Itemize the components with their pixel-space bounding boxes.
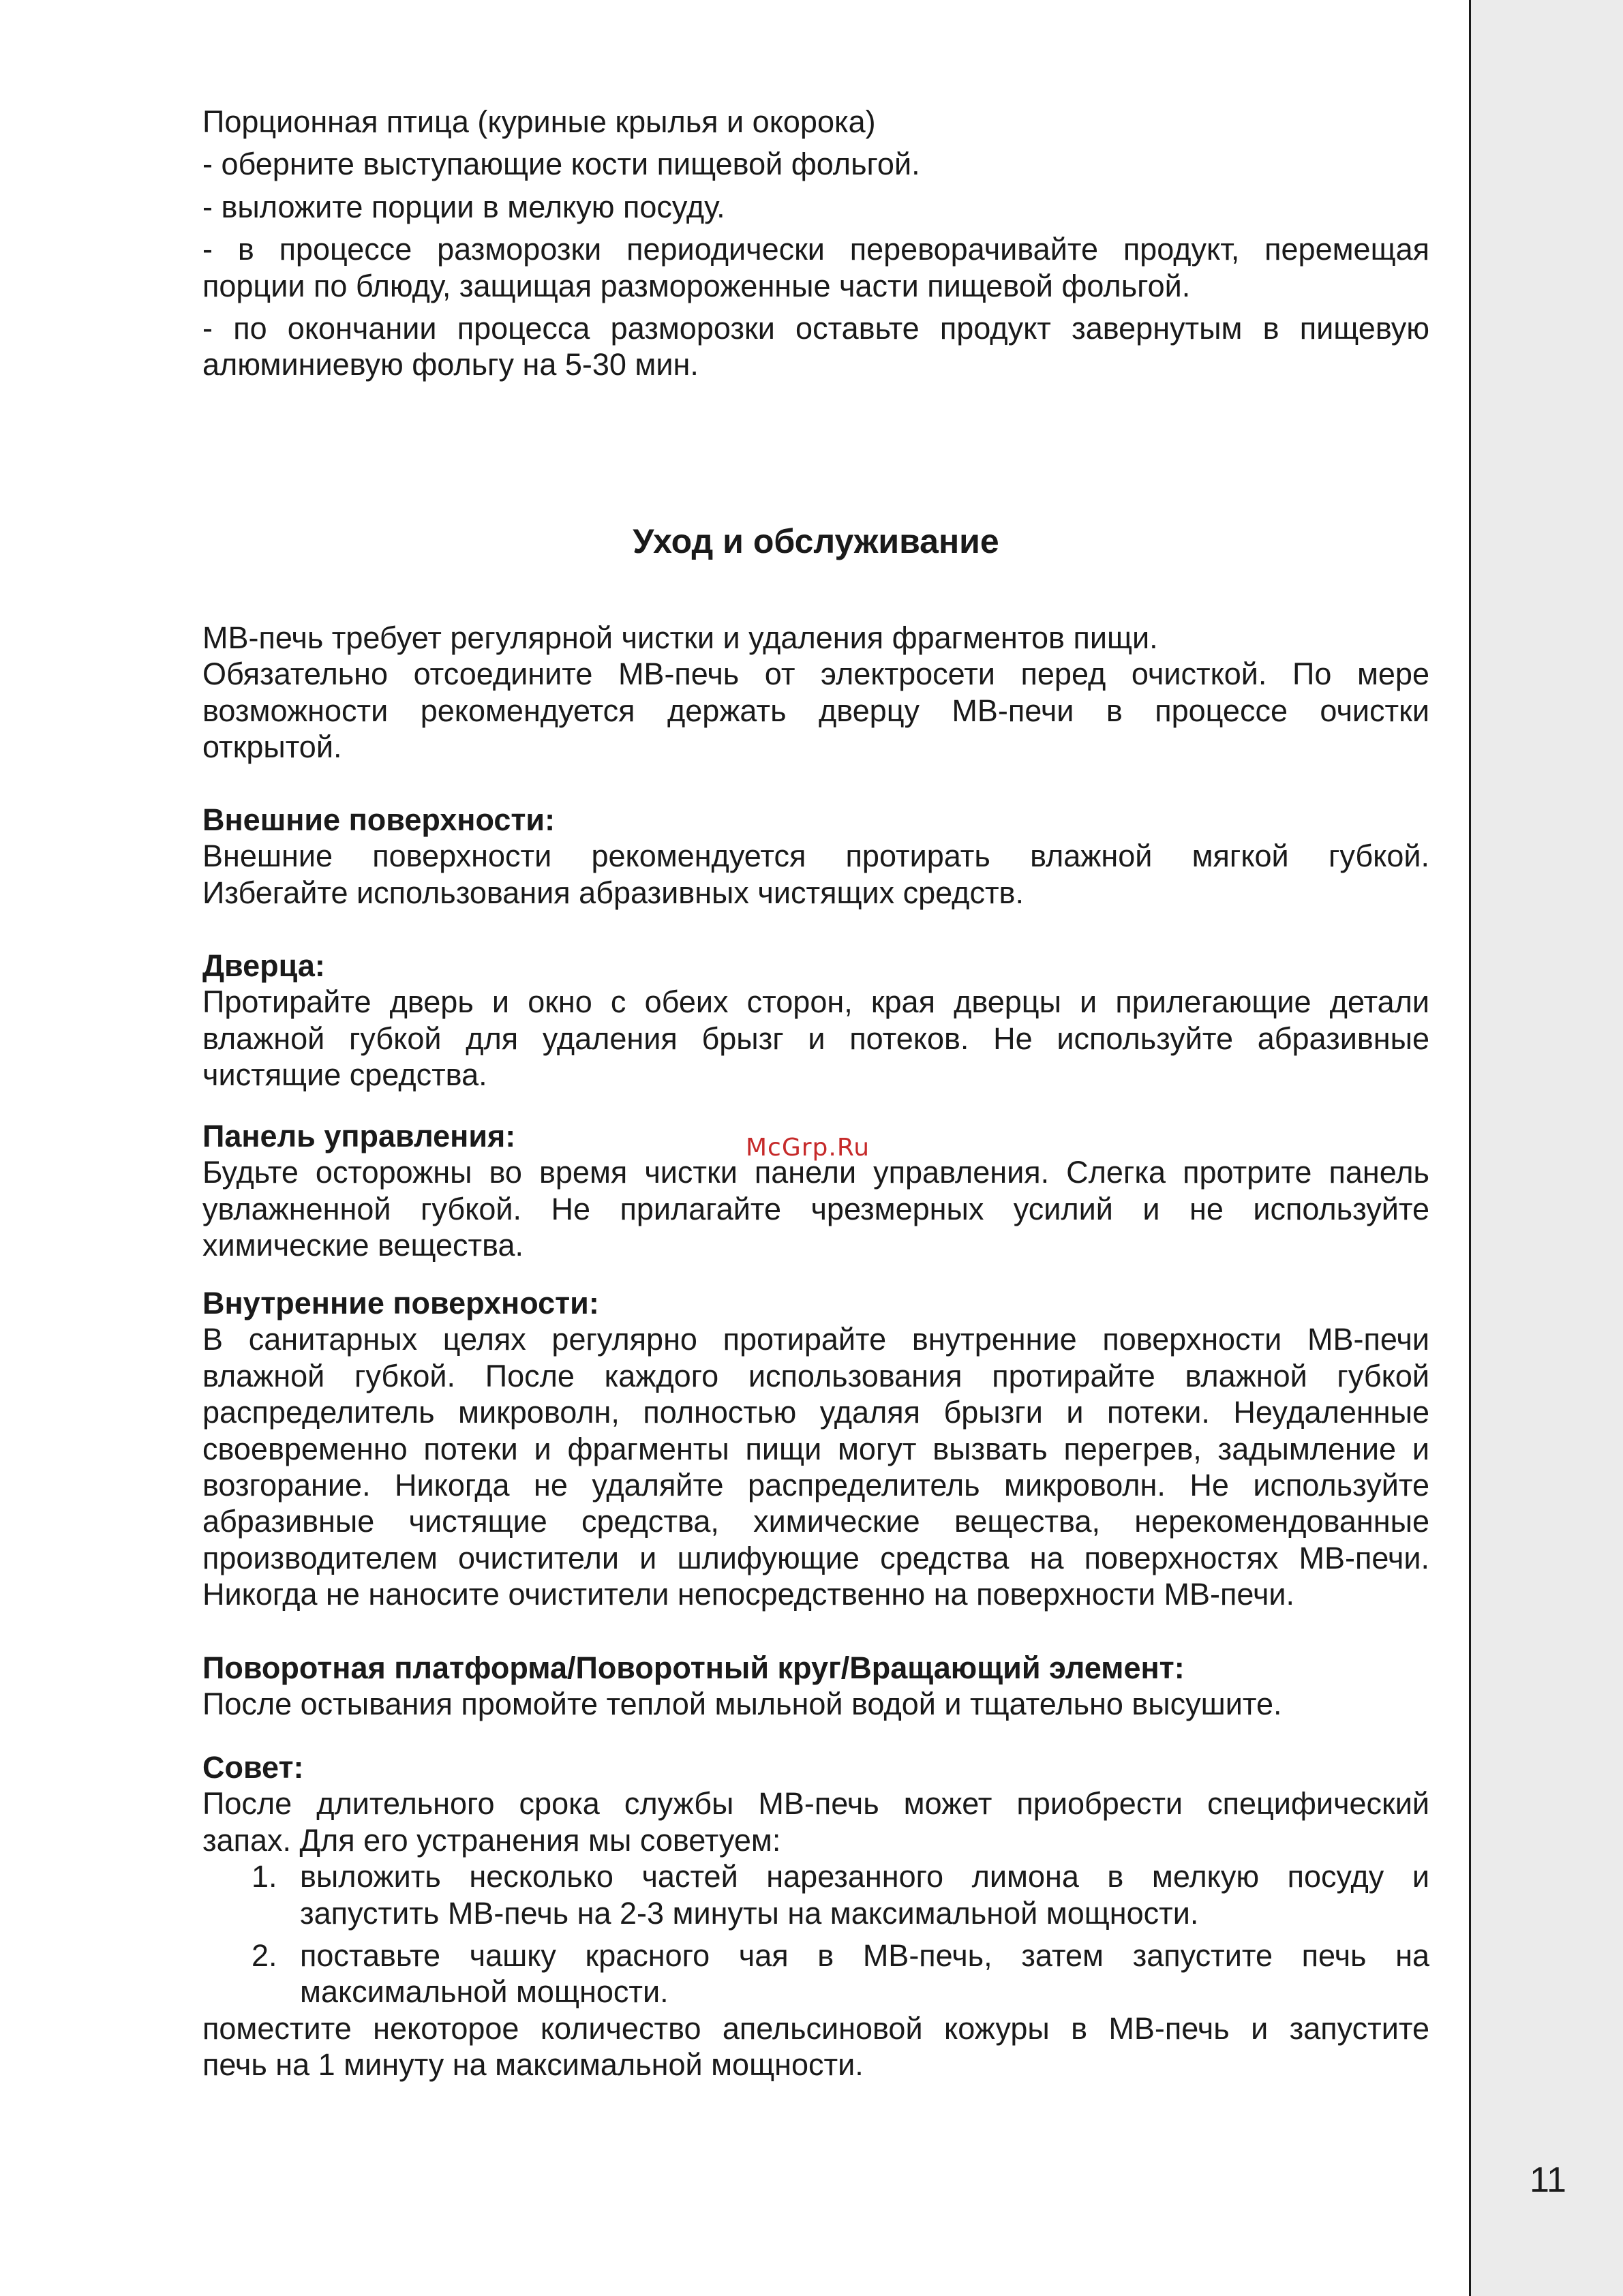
internal-line: абразивные чистящие средства, химические вещества, нерекомендованные: [202, 1504, 1429, 1539]
turntable-line: После остывания промойте теплой мыльной водой и тщательно высушите.: [202, 1687, 1282, 1722]
care-intro-line: Обязательно отсоедините МВ-печь от электросети перед очисткой. По мере: [202, 656, 1429, 692]
internal-heading: Внутренние поверхности:: [202, 1286, 599, 1320]
internal-line: Никогда не наносите очистители непосредственно на поверхности МВ-печи.: [202, 1577, 1295, 1612]
internal-line: распределитель микроволн, полностью удаляя брызги и потеки. Неудаленные: [202, 1395, 1429, 1430]
turntable-heading: Поворотная платформа/Поворотный круг/Вращающий элемент:: [202, 1650, 1185, 1685]
intro-line: Порционная птица (куриные крылья и окорока): [202, 104, 876, 139]
list-number: 2.: [252, 1937, 277, 1973]
intro-line: алюминиевую фольгу на 5-30 мин.: [202, 347, 699, 382]
tip-closing-line: печь на 1 минуту на максимальной мощности.: [202, 2047, 864, 2083]
external-line: Избегайте использования абразивных чистящих средств.: [202, 875, 1024, 910]
external-line: Внешние поверхности рекомендуется протирать влажной мягкой губкой.: [202, 839, 1429, 874]
control-panel-line: химические вещества.: [202, 1228, 524, 1263]
care-intro-line: МВ-печь требует регулярной чистки и удаления фрагментов пищи.: [202, 620, 1158, 655]
intro-line: порции по блюду, защищая размороженные части пищевой фольгой.: [202, 268, 1191, 303]
intro-section: [202, 104, 1429, 383]
tip-closing-line: поместите некоторое количество апельсиновой кожуры в МВ-печь и запустите: [202, 2010, 1429, 2046]
door-line: чистящие средства.: [202, 1057, 487, 1093]
list-number: 1.: [252, 1859, 277, 1894]
page-number: 11: [1530, 2160, 1566, 2200]
external-heading: Внешние поверхности:: [202, 802, 556, 837]
list-item-line: выложить несколько частей нарезанного лимона в мелкую посуду и: [300, 1859, 1429, 1894]
door-line: влажной губкой для удаления брызг и потеков. Не используйте абразивные: [202, 1021, 1429, 1056]
control-panel-line: увлажненной губкой. Не прилагайте чрезмерных усилий и не используйте: [202, 1191, 1429, 1226]
tip-section: [202, 1749, 1429, 2083]
intro-line: - оберните выступающие кости пищевой фольгой.: [202, 147, 920, 182]
door-heading: Дверца:: [202, 948, 325, 983]
turntable-section: [202, 1650, 1429, 1723]
section-title: Уход и обслуживание: [633, 522, 999, 560]
internal-section: [202, 1285, 1429, 1613]
care-intro-line: возможности рекомендуется держать дверцу МВ-печи в процессе очистки: [202, 693, 1429, 728]
list-item-line: запустить МВ-печь на 2-3 минуты на максимальной мощности.: [300, 1895, 1199, 1931]
internal-line: В санитарных целях регулярно протирайте внутренние поверхности МВ-печи: [202, 1322, 1429, 1357]
page-margin-strip: [1469, 0, 1623, 2296]
care-intro-line: открытой.: [202, 729, 342, 765]
list-item-line: максимальной мощности.: [300, 1974, 669, 2010]
internal-line: производителем очистители и шлифующие средства на поверхностях МВ-печи.: [202, 1540, 1429, 1575]
door-line: Протирайте дверь и окно с обеих сторон, края дверцы и прилегающие детали: [202, 984, 1429, 1020]
care-intro-section: [202, 620, 1429, 766]
intro-line: - выложите порции в мелкую посуду.: [202, 189, 725, 224]
internal-line: влажной губкой. После каждого использования протирайте влажной губкой: [202, 1358, 1429, 1393]
external-section: [202, 802, 1429, 911]
intro-line: - по окончании процесса разморозки оставьте продукт завернутым в пищевую: [202, 310, 1429, 346]
tip-list-item: [202, 1858, 1429, 1931]
internal-line: своевременно потеки и фрагменты пищи могут вызвать перегрев, задымление и: [202, 1431, 1429, 1466]
list-item-line: поставьте чашку красного чая в МВ-печь, затем запустите печь на: [300, 1937, 1429, 1973]
internal-line: возгорание. Никогда не удаляйте распределитель микроволн. Не используйте: [202, 1467, 1429, 1502]
intro-line: - в процессе разморозки периодически переворачивайте продукт, перемещая: [202, 232, 1429, 267]
tip-line: После длительного срока службы МВ-печь может приобрести специфический: [202, 1786, 1429, 1822]
tip-heading: Совет:: [202, 1750, 304, 1785]
door-section: [202, 948, 1429, 1093]
control-panel-heading: Панель управления:: [202, 1119, 516, 1153]
watermark-text: McGrp.Ru: [746, 1134, 870, 1162]
tip-line: запах. Для его устранения мы советуем:: [202, 1822, 781, 1858]
control-panel-line: Будьте осторожны во время чистки панели управления. Слегка протрите панель: [202, 1155, 1429, 1190]
tip-list-item: [202, 1937, 1429, 2010]
